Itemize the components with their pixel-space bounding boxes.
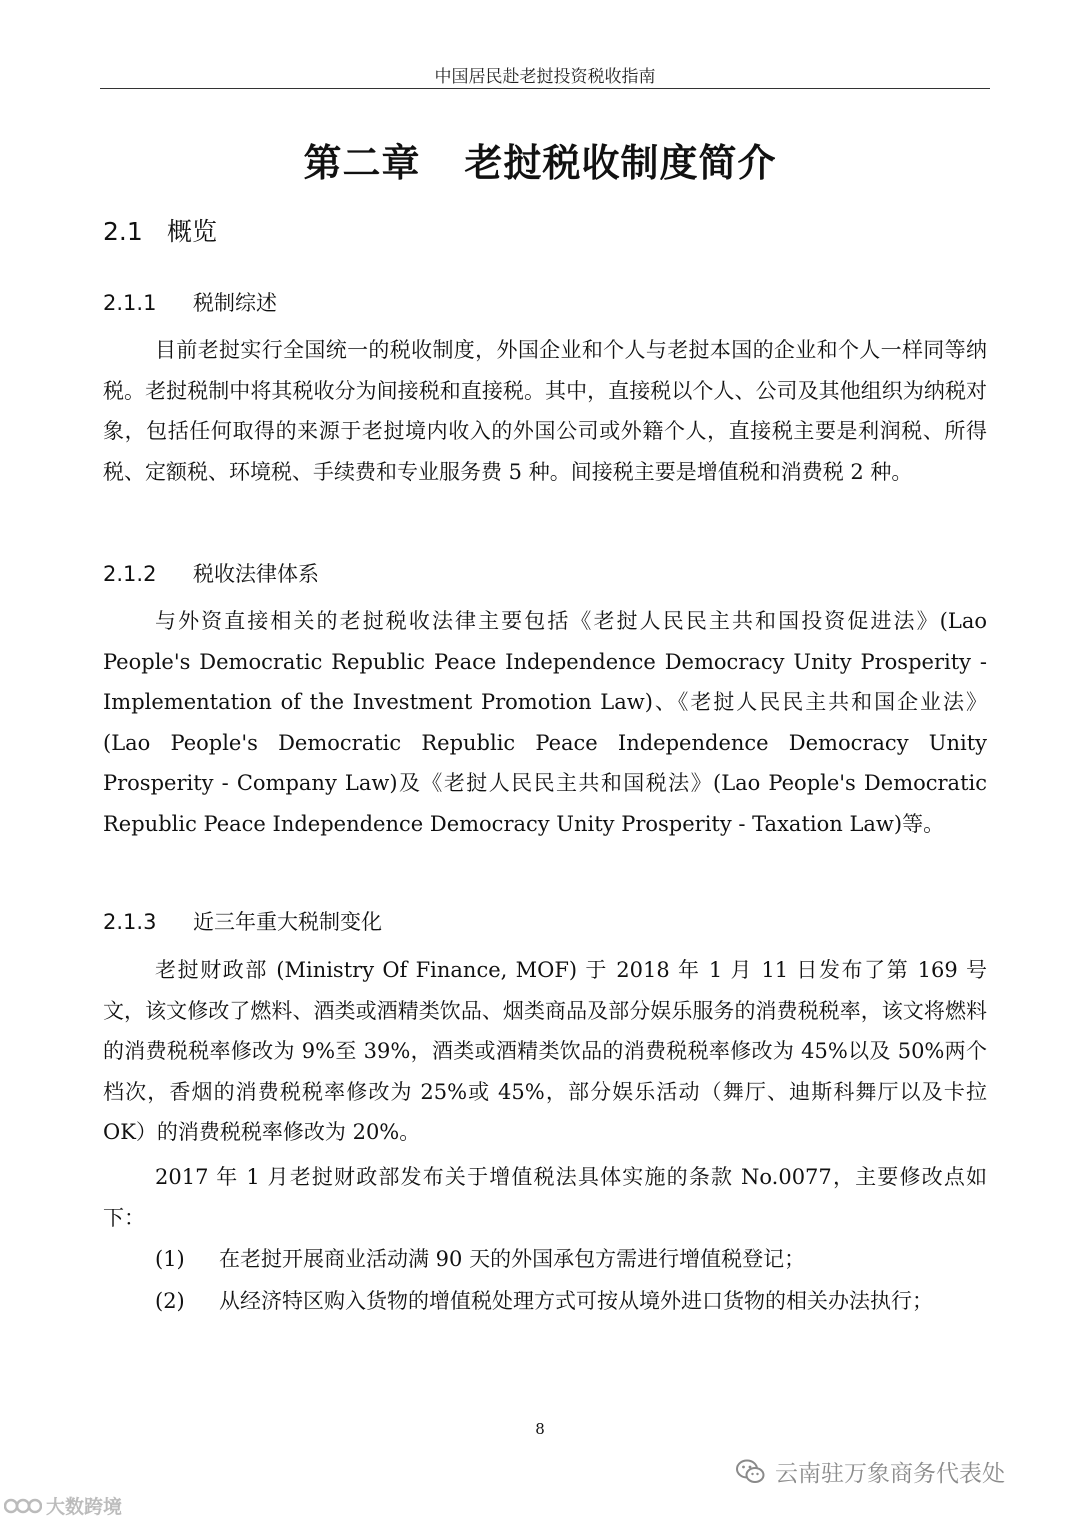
- wechat-icon: [735, 1458, 765, 1486]
- section-title: 概览: [167, 217, 218, 246]
- list-item: [103, 1281, 987, 1322]
- page-number: 8: [535, 1420, 545, 1438]
- wechat-watermark: [735, 1455, 1005, 1488]
- section-heading-2-1: [103, 212, 217, 248]
- paragraph-tax-law-system: 与外资直接相关的老挝税收法律主要包括《老挝人民民主共和国投资促进法》(Lao People's Democratic Republic Peace Independence Democracy Unity Prosperity - Implementation of the Investment Promotion Law)、《老挝人民民主共和国企业法》(Lao People's Democratic Republic Peace Independence Democracy Unity Prosperity - Company Law)及《老挝人民民主共和国税法》(Lao People's Democratic Republic Peace Independence Democracy Unity Prosperity - Taxation Law)等。: [103, 609, 987, 836]
- logo-text: 大数跨境: [46, 1496, 123, 1518]
- section-number: 2.1.2: [103, 562, 157, 586]
- paragraph-vat-amendments: 2017 年 1 月老挝财政部发布关于增值税法具体实施的条款 No.0077，主要修改点如下：: [103, 1165, 987, 1230]
- section-number: 2.1: [103, 217, 143, 246]
- paragraph-tax-changes: 老挝财政部 (Ministry Of Finance, MOF) 于 2018 年 1 月 11 日发布了第 169 号文，该文修改了燃料、酒类或酒精类饮品、烟类商品及部分娱乐服务的消费税税率，该文将燃料的消费税税率修改为 9%至 39%，酒类或酒精类饮品的消费税税率修改为 45%以及 50%两个档次，香烟的消费税税率修改为 25%或 45%，部分娱乐活动（舞厅、迪斯科舞厅以及卡拉 OK）的消费税税率修改为 20%。: [103, 958, 987, 1144]
- list-item-text: 从经济特区购入货物的增值税处理方式可按从境外进口货物的相关办法执行；: [219, 1289, 933, 1313]
- section-heading-2-1-3: [103, 906, 382, 936]
- chapter-number: 第二章: [303, 141, 421, 185]
- chapter-title: [0, 132, 1080, 187]
- section-heading-2-1-2: [103, 558, 319, 588]
- section-title: 税收法律体系: [193, 562, 319, 586]
- wechat-account-name: 云南驻万象商务代表处: [775, 1461, 1005, 1487]
- list-item-text: 在老挝开展商业活动满 90 天的外国承包方需进行增值税登记；: [219, 1247, 806, 1271]
- section-heading-2-1-1: [103, 287, 277, 317]
- header-divider: [100, 88, 990, 89]
- list-marker: (2): [155, 1289, 185, 1313]
- section-number: 2.1.3: [103, 910, 157, 934]
- chapter-name: 老挝税收制度简介: [464, 141, 777, 185]
- list-marker: (1): [155, 1247, 185, 1271]
- section-title: 税制综述: [193, 291, 277, 315]
- paragraph-tax-overview: 目前老挝实行全国统一的税收制度，外国企业和个人与老挝本国的企业和个人一样同等纳税。老挝税制中将其税收分为间接税和直接税。其中，直接税以个人、公司及其他组织为纳税对象，包括任何取得的来源于老挝境内收入的外国公司或外籍个人，直接税主要是利润税、所得税、定额税、环境税、手续费和专业服务费 5 种。间接税主要是增值税和消费税 2 种。: [103, 338, 987, 484]
- section-number: 2.1.1: [103, 291, 157, 315]
- site-watermark: [4, 1492, 122, 1519]
- logo-icon: [4, 1496, 42, 1516]
- section-title: 近三年重大税制变化: [193, 910, 382, 934]
- list-item: [103, 1239, 987, 1280]
- running-header: 中国居民赴老挝投资税收指南: [434, 67, 656, 87]
